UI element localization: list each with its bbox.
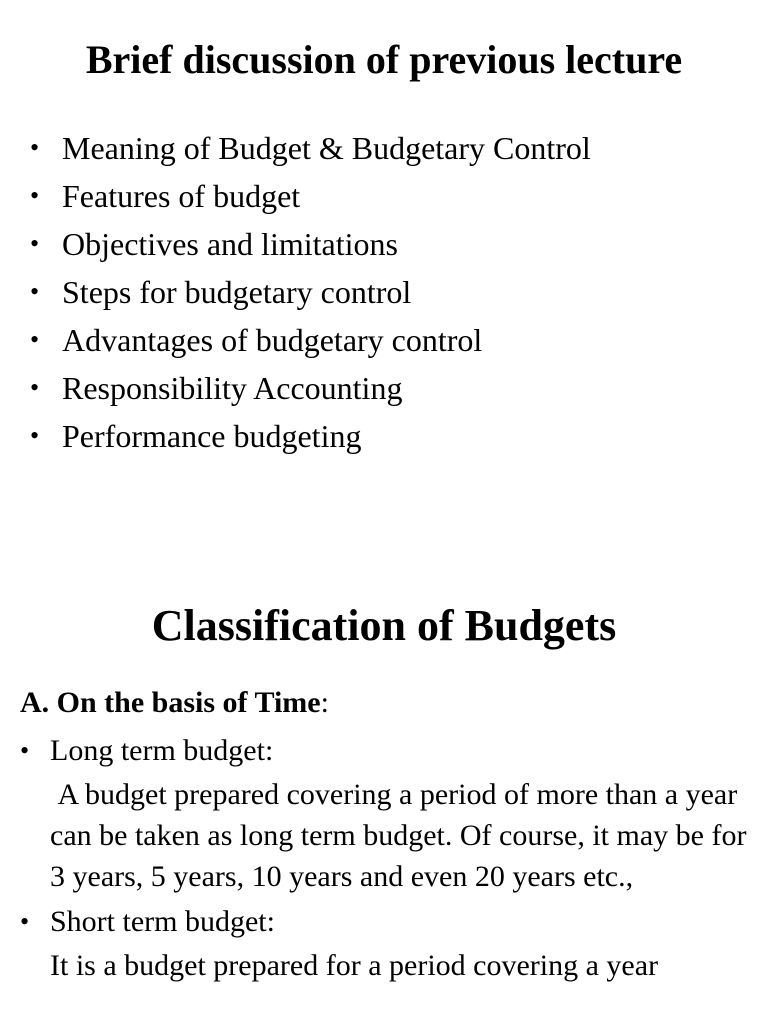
bullet-icon: • xyxy=(30,421,40,450)
definition-text: A budget prepared covering a period of more than a year can be taken as long term budget. Of course, it may be for 3 years, 5 years, 10 years and even 20 years etc., xyxy=(50,778,747,893)
bullet-icon: • xyxy=(30,325,40,354)
bullet-icon: • xyxy=(30,181,40,210)
definition-text: It is a budget prepared for a period covering a year xyxy=(50,949,659,982)
list-item-text: Advantages of budgetary control xyxy=(62,322,483,358)
list-item-text: Performance budgeting xyxy=(62,418,362,454)
section-heading xyxy=(20,682,329,724)
slide-classification xyxy=(0,590,768,1024)
list-item-text: Objectives and limitations xyxy=(62,226,398,262)
bullet-icon: • xyxy=(20,907,30,936)
bullet-icon: • xyxy=(30,277,40,306)
list-item-text: Responsibility Accounting xyxy=(62,370,403,406)
bullet-icon: • xyxy=(30,229,40,258)
bullet-icon: • xyxy=(30,133,40,162)
list-item xyxy=(0,316,740,364)
definition-item xyxy=(0,901,748,986)
bullet-icon: • xyxy=(20,736,30,765)
list-item-text: Meaning of Budget & Budgetary Control xyxy=(62,130,591,166)
definition-term: Short term budget: xyxy=(50,905,275,938)
list-item-text: Features of budget xyxy=(62,178,301,214)
topic-list xyxy=(0,124,740,460)
list-item xyxy=(0,412,740,460)
definition-term: Long term budget: xyxy=(50,734,274,767)
list-item xyxy=(0,268,740,316)
list-item xyxy=(0,220,740,268)
definition-item xyxy=(0,730,748,897)
slide-title: Classification of Budgets xyxy=(151,601,617,650)
section-heading-suffix: : xyxy=(320,686,329,719)
bullet-icon: • xyxy=(30,373,40,402)
list-item-text: Steps for budgetary control xyxy=(62,274,412,310)
definition-list xyxy=(0,730,748,990)
list-item xyxy=(0,364,740,412)
slide-title: Brief discussion of previous lecture xyxy=(85,37,683,82)
section-heading-bold: A. On the basis of Time xyxy=(20,686,321,719)
list-item xyxy=(0,124,740,172)
list-item xyxy=(0,172,740,220)
